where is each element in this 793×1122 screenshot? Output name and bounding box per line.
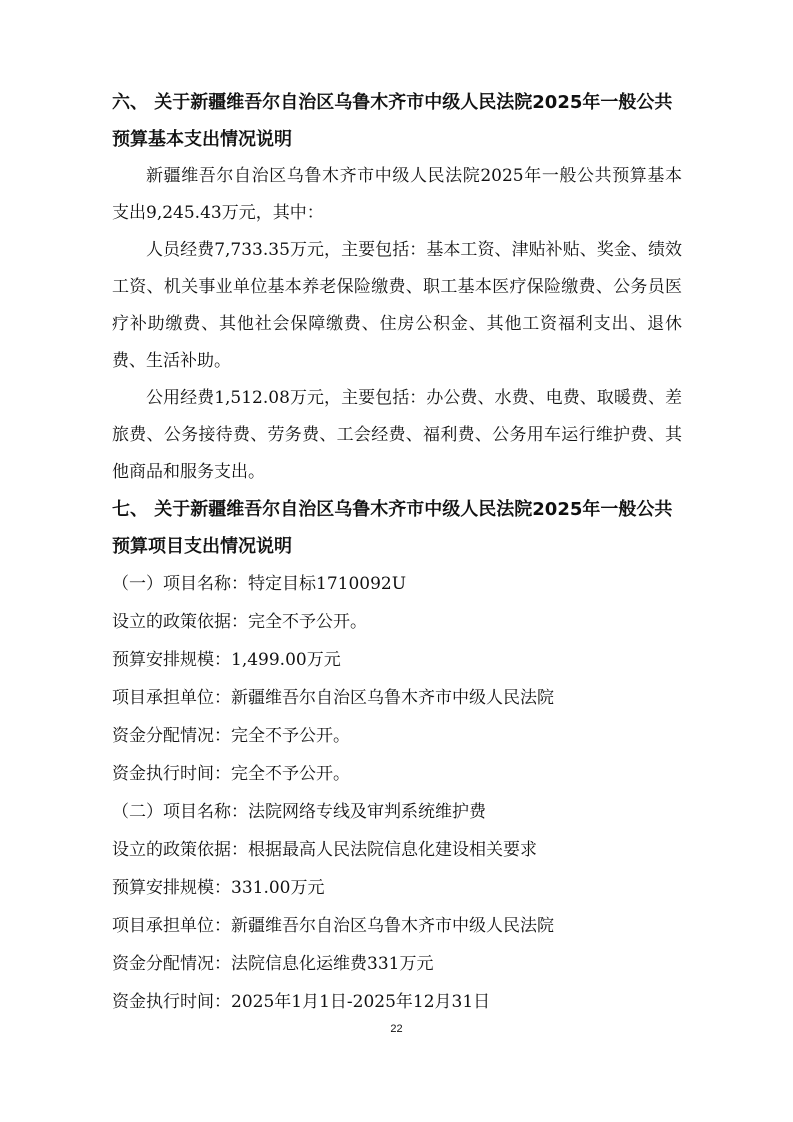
project-2-name: （二）项目名称：法院网络专线及审判系统维护费 [112, 802, 486, 822]
project-1-budget-scale: 预算安排规模：1,499.00万元 [112, 650, 341, 670]
section-6-heading: 六、 关于新疆维吾尔自治区乌鲁木齐市中级人民法院2025年一般公共预算基本支出情况说明 [112, 92, 673, 150]
project-2-execution-time: 资金执行时间：2025年1月1日-2025年12月31日 [112, 992, 491, 1012]
page-number: 22 [390, 1023, 403, 1035]
project-1-name: （一）项目名称：特定目标1710092U [112, 574, 407, 594]
section-7-heading: 七、 关于新疆维吾尔自治区乌鲁木齐市中级人民法院2025年一般公共预算项目支出情况说明 [112, 499, 673, 557]
project-1 [112, 565, 682, 793]
project-1-policy-basis: 设立的政策依据：完全不予公开。 [112, 612, 367, 632]
paragraph-public-expenses: 公用经费1,512.08万元，主要包括：办公费、水费、电费、取暖费、差旅费、公务接待费、劳务费、工会经费、福利费、公务用车运行维护费、其他商品和服务支出。 [112, 388, 682, 482]
project-1-unit: 项目承担单位：新疆维吾尔自治区乌鲁木齐市中级人民法院 [112, 688, 554, 708]
project-2-policy-basis: 设立的政策依据：根据最高人民法院信息化建设相关要求 [112, 840, 537, 860]
project-2-unit: 项目承担单位：新疆维吾尔自治区乌鲁木齐市中级人民法院 [112, 916, 554, 936]
section-7 [112, 491, 682, 1021]
project-2-allocation: 资金分配情况：法院信息化运维费331万元 [112, 954, 434, 974]
project-2-budget-scale: 预算安排规模：331.00万元 [112, 878, 325, 898]
paragraph-personnel-expenses: 人员经费7,733.35万元，主要包括：基本工资、津贴补贴、奖金、绩效工资、机关事业单位基本养老保险缴费、职工基本医疗保险缴费、公务员医疗补助缴费、其他社会保障缴费、住房公积金、其他工资福利支出、退休费、生活补助。 [112, 240, 682, 371]
project-1-allocation: 资金分配情况：完全不予公开。 [112, 726, 350, 746]
project-1-execution-time: 资金执行时间：完全不予公开。 [112, 764, 350, 784]
paragraph-basic-expenditure: 新疆维吾尔自治区乌鲁木齐市中级人民法院2025年一般公共预算基本支出9,245.43万元，其中： [112, 166, 682, 223]
section-6 [112, 84, 682, 491]
project-2 [112, 793, 682, 1021]
